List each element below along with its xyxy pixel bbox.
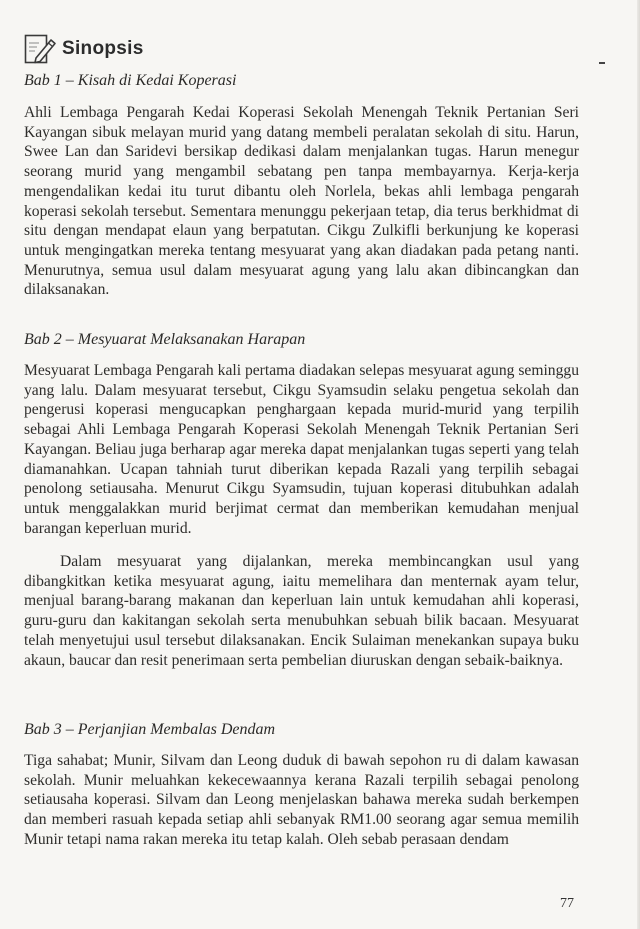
chapter-paragraph: Mesyuarat Lembaga Pengarah kali pertama diadakan selepas mesyuarat agung seminggu yang lalu. Dalam mesyuarat tersebut, Cikgu Syamsudin selaku pengetua sekolah dan pengerusi koperasi mengucapkan penghargaan kepada murid-murid yang terpilih sebagai Ahli Lembaga Pengarah Koperasi Sekolah Menengah Teknik Pertanian Seri Kayangan. Beliau juga berharap agar mereka dapat menjalankan tugas seperti yang telah diamanahkan. Ucapan tahniah turut diberikan kepada Razali yang terpilih sebagai penolong setiausaha. Menurut Cikgu Syamsudin, tujuan koperasi ditubuhkan adalah untuk menggalakkan murid berjimat cermat dan memberikan kemudahan menjual barangan keperluan murid. (24, 362, 579, 537)
document-edit-icon (24, 34, 58, 64)
chapter-paragraph: Dalam mesyuarat yang dijalankan, mereka membincangkan usul yang dibangkitkan ketika mesyuarat agung, iaitu memelihara dan menternak ayam telur, menjual barang-barang makanan dan keperluan lain untuk kemudahan ahli koperasi, guru-guru dan kakitangan sekolah serta menubuhkan sebuah bilik bacaan. Mesyuarat telah menyetujui usul tersebut dilaksanakan. Encik Sulaiman menekankan supaya buku akaun, baucar dan resit penerimaan serta pembelian diuruskan dengan sebaik-baiknya. (24, 553, 579, 669)
page-number: 77 (560, 896, 574, 911)
chapter-heading: Bab 1 – Kisah di Kedai Koperasi (24, 72, 237, 89)
margin-mark (599, 62, 605, 64)
chapter-heading: Bab 2 – Mesyuarat Melaksanakan Harapan (24, 331, 306, 348)
chapter-paragraph: Ahli Lembaga Pengarah Kedai Koperasi Sekolah Menengah Teknik Pertanian Seri Kayangan sibuk melayan murid yang datang membeli peralatan sekolah di situ. Harun, Swee Lan dan Saridevi bersikap dedikasi dalam menjalankan tugas. Harun menegur seorang murid yang mengambil sebatang pen tanpa membayarnya. Kerja-kerja mengendalikan kedai itu turut dibantu oleh Norlela, bekas ahli lembaga pengarah koperasi sekolah tersebut. Sementara menunggu pekerjaan tetap, dia terus berkhidmat di situ dengan mendapat elaun yang berpatutan. Cikgu Zulkifli berkunjung ke koperasi untuk mengingatkan mereka tentang mesyuarat yang akan diadakan pada petang nanti. Menurutnya, semua usul dalam mesyuarat agung yang lalu akan dibincangkan dan dilaksanakan. (24, 104, 579, 299)
chapter-heading: Bab 3 – Perjanjian Membalas Dendam (24, 721, 276, 738)
section-title: Sinopsis (62, 38, 144, 59)
chapter-paragraph: Tiga sahabat; Munir, Silvam dan Leong duduk di bawah sepohon ru di dalam kawasan sekolah. Munir meluahkan kekecewaannya kerana Razali terpilih sebagai penolong setiausaha koperasi. Silvam dan Leong menjelaskan bahawa mereka sudah berkempen dan memberi rasuah kepada setiap ahli sebanyak RM1.00 seorang agar semua memilih Munir tetapi nama rakan mereka itu tetap kalah. Oleh sebab perasaan dendam (24, 752, 579, 848)
section-header (24, 33, 144, 65)
